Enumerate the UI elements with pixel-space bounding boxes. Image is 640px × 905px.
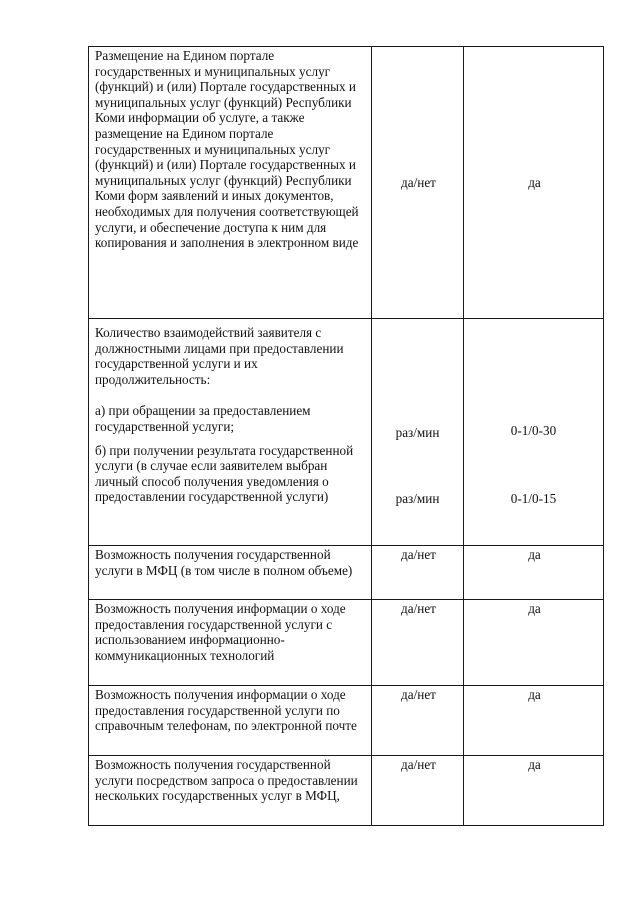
value-b-text: 0-1/0-15	[510, 491, 557, 506]
unit-b-text: раз/мин	[395, 491, 440, 506]
sub-item-a-text: а) при обращении за предоставлением государственной услуги;	[95, 403, 311, 434]
indicator-text: Возможность получения информации о ходе предоставления государственной услуги с использованием информационно-коммуникационных технологий	[95, 601, 346, 663]
value-cell	[464, 756, 604, 826]
indicator-text: Размещение на Едином портале государственных и муниципальных услуг (функций) и (или) Портале государственных и муниципальных услуг (функций) Республики Коми информации об услуге, а также размещение на Едином портале государственных и муниципальных услуг (функций) и (или) Портале государственных и муниципальных услуг (функций) Республики Коми форм заявлений и иных документов, необходимых для получения соответствующей услуги, и обеспечение доступа к ним для копирования и заполнения в электронном виде	[95, 48, 359, 251]
indicators-table	[88, 46, 604, 826]
indicator-cell	[89, 686, 372, 756]
indicator-intro-text: Количество взаимодействий заявителя с должностными лицами при предоставлении государственной услуги и их продолжительность:	[95, 325, 344, 387]
unit-cell	[372, 47, 464, 319]
indicator-cell	[89, 319, 372, 546]
value-a-text: 0-1/0-30	[510, 423, 557, 438]
unit-cell	[372, 600, 464, 686]
table-row	[89, 546, 604, 600]
indicator-cell	[89, 600, 372, 686]
unit-cell	[372, 319, 464, 546]
value-text: да	[528, 175, 541, 190]
indicator-text: Возможность получения государственной услуги посредством запроса о предоставлении нескольких государственных услуг в МФЦ,	[95, 757, 358, 804]
value-text: да	[528, 757, 541, 772]
unit-cell	[372, 686, 464, 756]
value-cell	[464, 686, 604, 756]
unit-text: да/нет	[401, 601, 436, 616]
value-text: да	[528, 601, 541, 616]
table-row	[89, 600, 604, 686]
unit-text: да/нет	[401, 687, 436, 702]
value-text: да	[528, 687, 541, 702]
sub-item-b-text: б) при получении результата государственной услуги (в случае если заявителем выбран личный способ получения уведомления о предоставлении государственной услуги)	[95, 442, 354, 505]
unit-cell	[372, 756, 464, 826]
indicator-text: Возможность получения государственной услуги в МФЦ (в том числе в полном объеме)	[95, 547, 353, 578]
value-cell	[464, 47, 604, 319]
table-row	[89, 47, 604, 319]
value-cell	[464, 546, 604, 600]
unit-text: да/нет	[401, 757, 436, 772]
indicator-cell	[89, 546, 372, 600]
unit-text: да/нет	[401, 175, 436, 190]
table-row	[89, 756, 604, 826]
value-cell	[464, 319, 604, 546]
indicator-text: Возможность получения информации о ходе предоставления государственной услуги по справочным телефонам, по электронной почте	[95, 687, 357, 734]
unit-a-text: раз/мин	[395, 425, 440, 440]
unit-text: да/нет	[401, 547, 436, 562]
table-row	[89, 686, 604, 756]
indicator-cell	[89, 756, 372, 826]
indicator-cell	[89, 47, 372, 319]
value-text: да	[528, 547, 541, 562]
value-cell	[464, 600, 604, 686]
table-row	[89, 319, 604, 546]
unit-cell	[372, 546, 464, 600]
